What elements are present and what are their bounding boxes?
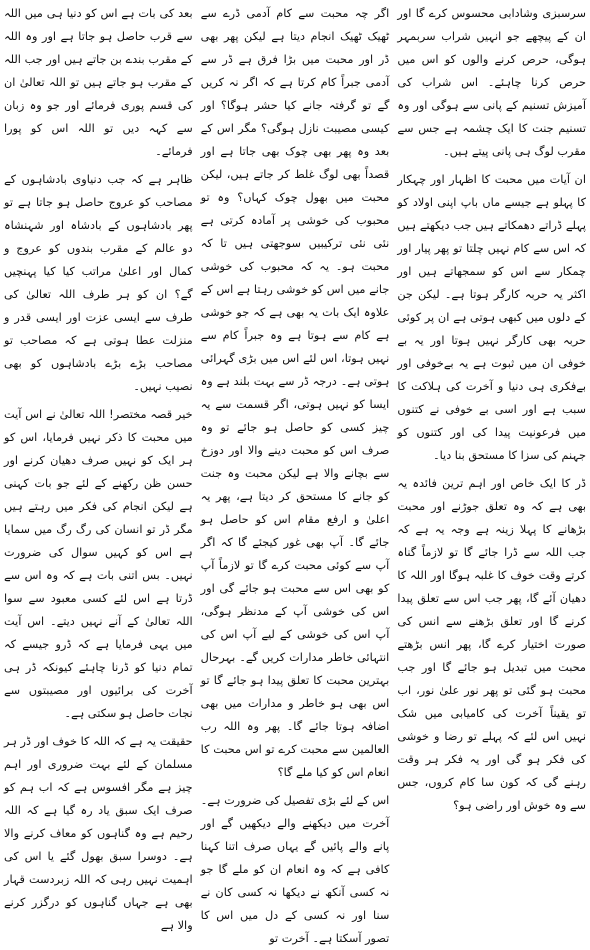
paragraph: خیر قصہ مختصر! اللہ تعالیٰ نے اس آیت میں محبت کا ذکر نہیں فرمایا، اس کو ہر ایک کو نہیں صرف دھیان کرنے اور حسن ظن رکھنے کے لئے جو بات کہنی ہے لیکن انجام کی فکر میں رہتے ہیں مگر ڈر تو انسان کی رگ رگ میں سمایا ہے اس کو کہیں سوال کی ضرورت نہیں۔ بس اتنی بات ہے کہ وہ اس سے ڈرتا ہے اس لئے کسی معبود سے سوا اللہ تعالیٰ کے آنے نہیں دیتے۔ اس آیت میں یہی فرمایا ہے کہ ڈرو جیسے کہ تمام دنیا کو ڈرنا چاہئے کیونکہ ڈر ہی آخرت کی برائیوں اور مصیبتوں سے نجات حاصل ہو سکتی ہے۔ [3, 408, 193, 720]
paragraph: ڈر کا ایک خاص اور اہم ترین فائدہ یہ بھی ہے کہ وہ تعلق جوڑنے اور محبت بڑھانے کا پہلا زینہ ہے وجہ یہ ہے کہ جب اللہ سے ڈرا جائے گا تو لازماً گناہ کرتے وقت خوف کا غلبہ ہوگا اور اللہ کا دھیان آئے گا، پھر جب اس سے تعلق پیدا کرنے گا اور تعلق بڑھنے سے انس کی صورت اختیار کرے گا، پھر انس بڑھتے محبت میں تبدیل ہو جائے گا اور جب محبت ہو گئی تو پھر نور علیٰ نور، اب تو یقیناً آخرت کی کامیابی میں شک نہیں اس لئے کہ پہلے تو رضا و خوشی کی فکر ہو گی اور یہ فکر ہر وقت رہنے گی کہ کون سا کام کروں، جس سے وہ خوش اور راضی ہو؟ [397, 477, 586, 812]
column-left [3, 2, 193, 932]
paragraph: ان آیات میں محبت کا اظہار اور چہکار کا پہلو ہے جیسے ماں باپ اپنی اولاد کو پہلے ڈراتے دھمکاتے ہیں جب دیکھتے ہیں کہ اس سے کام نہیں چلتا تو پھر پیار اور چمکار سے اس کو سمجھاتے ہیں اور اکثر یہ حربہ کارگر ہوتا ہے۔ لیکن جن کے دلوں میں کبھی ہوتی ہے ان پر کوئی حربہ بھی کارگر نہیں ہوتا اور یہ بے خوفی ان میں ثبوت ہے یہ بےخوفی اور بےفکری ہی دنیا و آخرت کی ہلاکت کا سبب ہے اور اسی بے خوفی نے کتنوں میں فرعونیت پیدا کی اور کتنوں کو جہنم کی سزا کا مستحق بنا دیا۔ [397, 173, 586, 462]
column-middle [200, 2, 390, 945]
paragraph: حقیقت یہ ہے کہ اللہ کا خوف اور ڈر ہر مسلمان کے لئے بہت ضروری اور اہم چیز ہے مگر افسوس ہے کہ اب ہم کو صرف ایک سبق یاد رہ گیا ہے کہ اللہ رحیم ہے وہ گناہوں کو معاف کرنے والا ہے۔ دوسرا سبق بھول گئے یا اس کی اہمیت نہیں رہی کہ اللہ زبردست قہار بھی ہے جہاں گناہوں کو درگزر کرنے والا ہے [3, 735, 193, 932]
column-right [397, 2, 586, 812]
paragraph: ظاہر ہے کہ جب دنیاوی بادشاہوں کے مصاحب کو عروج حاصل ہو جاتا ہے تو پھر بادشاہوں کے بادشاہ اور شہنشاہ دو عالم کے مقرب بندوں کو عروج و کمال اور اعلیٰ مراتب کیا کیا پہنچیں گے؟ ان کو ہر طرف اللہ تعالیٰ کی طرف سے ایسی عزت اور ایسی قدر و منزلت عطا ہوتی ہے کہ مصاحب تو مصاحب بڑے بڑے بادشاہوں کو بھی نصیب نہیں۔ [3, 173, 193, 393]
paragraph: اس کے لئے بڑی تفصیل کی ضرورت ہے۔ آخرت میں دیکھنے والے دیکھیں گے اور پانے والے پائیں گے یہاں صرف اتنا کہنا کافی ہے کہ وہ انعام ان کو ملے گا جو نہ کسی آنکھ نے دیکھا نہ کسی کان نے سنا اور نہ کسی کے دل میں اس کا تصور آسکتا ہے۔ آخرت تو [200, 794, 390, 945]
paragraph: اگر چہ محبت سے کام آدمی ڈرے سے ٹھیک ٹھیک انجام دیتا ہے لیکن پھر بھی ڈر اور محبت میں بڑا فرق ہے ڈر سے آدمی جبراً کام کرتا ہے کہ اگر نہ کریں گے تو گرفتہ جانے کیا حشر ہوگا؟ اور کیسی مصیبت نازل ہوگی؟ مگر اس کے بعد وہ پھر بھی چوک بھی جاتا ہے اور قصداً بھی لوگ غلط کر جاتے ہیں، لیکن محبت میں بھول چوک کہاں؟ وہ تو محبوب کی خوشی پر آمادہ کرتی ہے نئی نئی ترکیبیں سوجھتی ہیں تا کہ محبت ہو۔ یہ کہ محبوب کی خوشی جانے میں اس کو خوشی رہتا ہے اس کے علاوہ ایک بات یہ بھی ہے کہ جو خوشی ہے کام سے ہوتا ہے وہ جبراً کام سے نہیں ہوتا، اس لئے اس میں بڑی گہرائی ہوتی ہے۔ درجہ ڈر سے بہت بلند ہے وہ ایسا کو نہیں ہوتی، اگر قسمت سے یہ چیز کسی کو حاصل ہو جائے تو وہ صرف اس کو محبت دینے والا اور دوزخ سے بچانے والا ہے لیکن محبت وہ جنت کو جانے کا مستحق کر دیتا ہے، پھر یہ اعلیٰ و ارفع مقام اس کو حاصل ہو جائے گا۔ آپ بھی غور کیجئے گا کہ اگر آپ سے کوئی محبت کرے گا تو لازماً آپ کو بھی اس سے محبت ہو جائے گی اور اس کی خوشی آپ کے مدنظر ہوگی، آپ اس کی خوشی کے لیے آپ اس کی انتہائی خاطر مدارات کریں گے۔ بہرحال بہترین محبت کا تعلق پیدا ہو جائے گا تو اس بھی ہو خاطر و مدارات میں بھی اضافہ ہوتا جائے گا۔ پھر وہ اللہ رب العالمین سے محبت کرے تو اس محبت کا انعام اس کو کیا ملے گا؟ [200, 7, 390, 779]
paragraph: بعد کی بات ہے اس کو دنیا ہی میں اللہ سے قرب حاصل ہو جاتا ہے اور وہ اللہ کے مقرب بندے بن جاتے ہیں اور جب اللہ کے مقرب ہو جاتے ہیں تو اللہ تعالیٰ ان کی قسم پوری فرمائے اور جو وہ زبان سے کہہ دیں تو اللہ اس کو پورا فرمائے۔ [3, 7, 193, 158]
paragraph: سرسبزی وشادابی محسوس کرے گا اور ان کے پیچھے جو انہیں شراب سربمہر ہوگی، حرص کرنے والوں کو اس میں حرص کرنا چاہئے۔ اس شراب کی آمیزش تسنیم کے پانی سے ہوگی اور وہ تسنیم جنت کا ایک چشمہ ہے جس سے مقرب لوگ ہی پانی پیتے ہیں۔ [397, 7, 586, 158]
